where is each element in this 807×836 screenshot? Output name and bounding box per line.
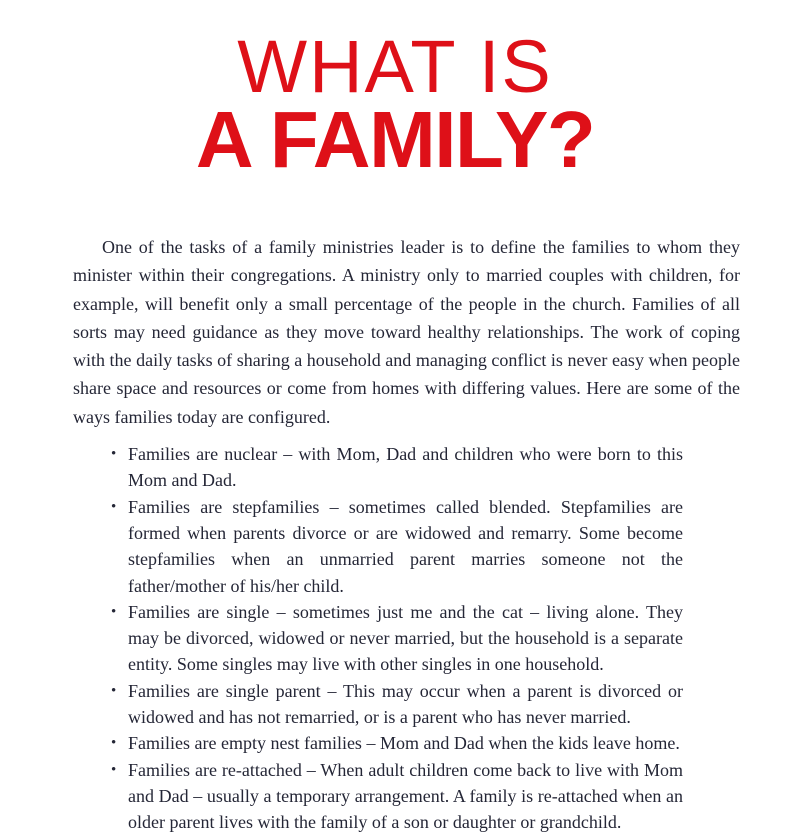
list-item bbox=[111, 730, 683, 756]
intro-paragraph: One of the tasks of a family ministries leader is to define the families to whom they minister within their congregations. A ministry only to married couples with children, for example, will benefit only a small percentage of the people in the church. Families of all sorts may need guidance as they move toward healthy relationships. The work of coping with the daily tasks of sharing a household and managing conflict is never easy when people share space and resources or come from homes with differing values. Here are some of the ways families today are configured. bbox=[73, 237, 740, 427]
bullet-icon: • bbox=[111, 446, 117, 463]
list-item-text: Families are single parent – This may occur when a parent is divorced or widowed and has not remarried, or is a parent who has never married. bbox=[128, 680, 683, 728]
list-item-text: Families are re-attached – When adult children come back to live with Mom and Dad – usually a temporary arrangement. A family is re-attached when an older parent lives with the family of a son or daughter or grandchild. bbox=[128, 759, 683, 833]
list-item bbox=[111, 678, 683, 731]
list-item bbox=[111, 441, 683, 494]
page-content bbox=[73, 233, 740, 836]
page-title bbox=[0, 0, 790, 184]
list-item-text: Families are empty nest families – Mom and Dad when the kids leave home. bbox=[128, 733, 680, 754]
bullet-icon: • bbox=[111, 603, 117, 620]
list-item bbox=[111, 757, 683, 836]
title-line-1: WHAT IS bbox=[237, 25, 553, 108]
bullet-icon: • bbox=[111, 498, 117, 515]
list-item-text: Families are single – sometimes just me and the cat – living alone. They may be divorced, widowed or never married, but the household is a separate entity. Some singles may live with other singles in one household. bbox=[128, 601, 683, 675]
list-item-text: Families are stepfamilies – sometimes called blended. Stepfamilies are formed when parents divorce or are widowed and remarry. Some become stepfamilies when an unmarried parent marries someone not the father/mother of his/her child. bbox=[128, 496, 683, 596]
bullet-icon: • bbox=[111, 761, 117, 778]
list-item bbox=[111, 494, 683, 599]
title-line-2: A FAMILY? bbox=[195, 95, 595, 184]
family-types-list bbox=[73, 441, 683, 835]
bullet-icon: • bbox=[111, 735, 117, 752]
bullet-icon: • bbox=[111, 682, 117, 699]
list-item-text: Families are nuclear – with Mom, Dad and children who were born to this Mom and Dad. bbox=[128, 444, 683, 491]
list-item bbox=[111, 599, 683, 678]
